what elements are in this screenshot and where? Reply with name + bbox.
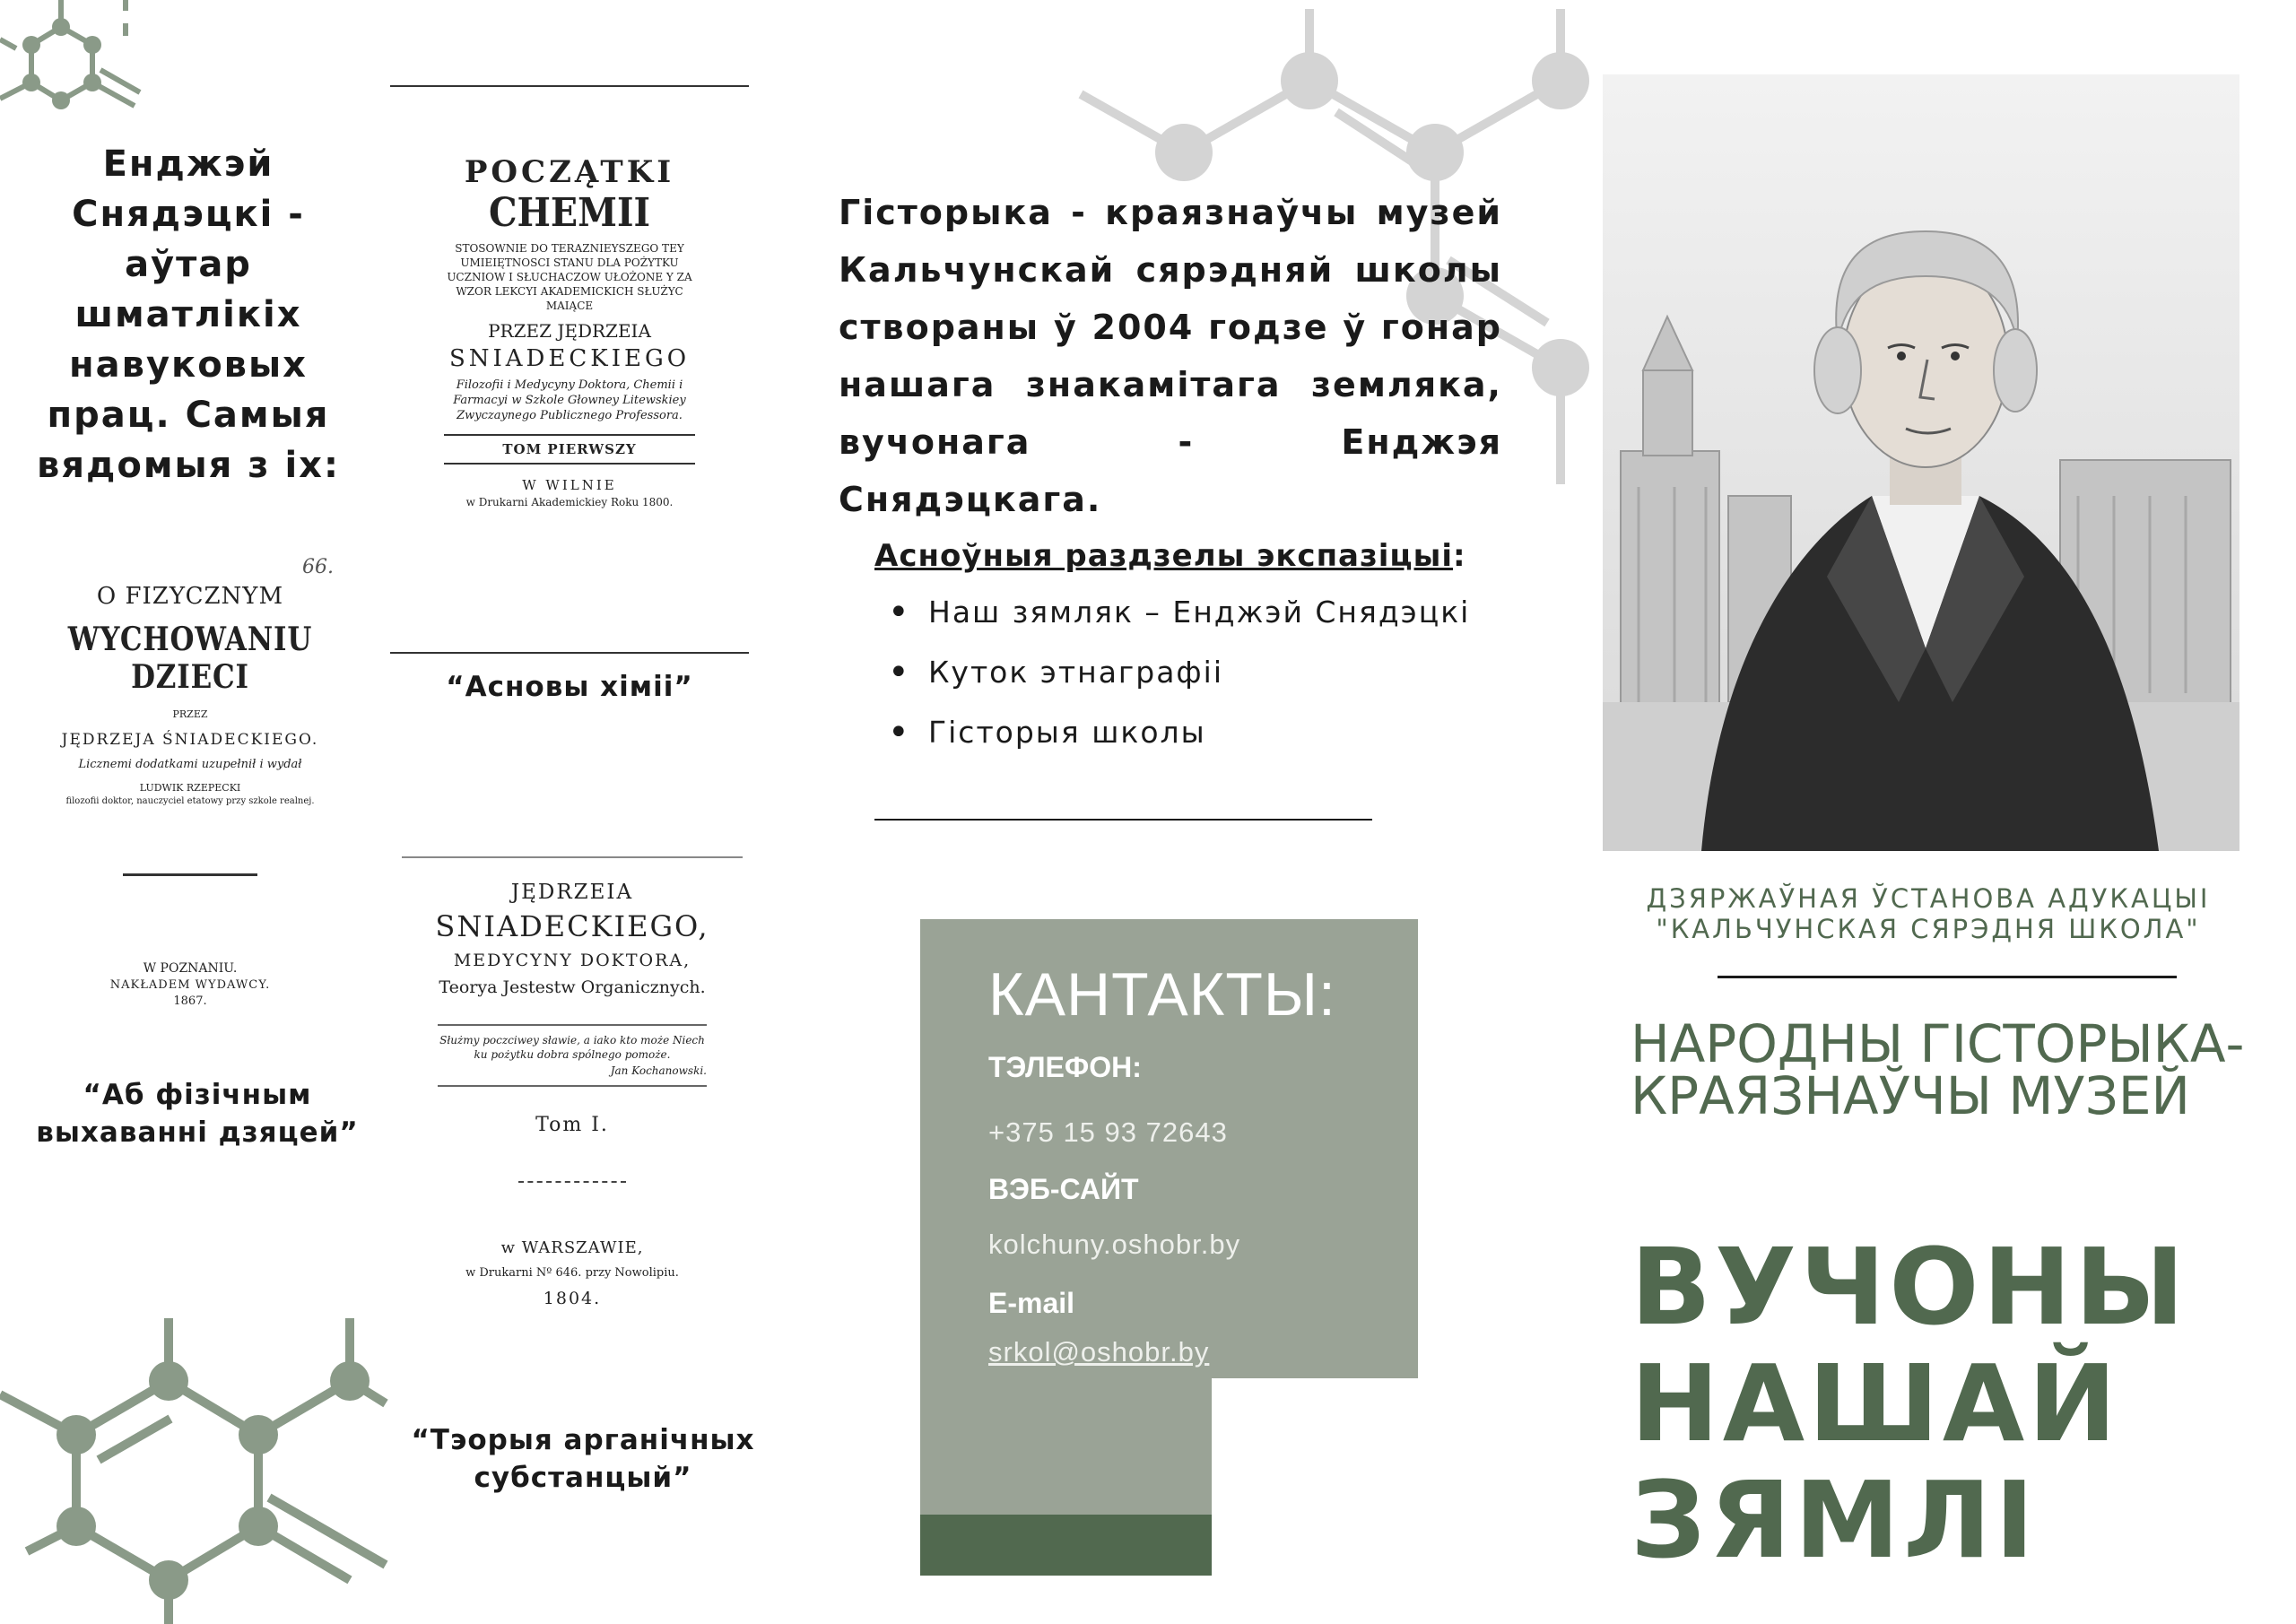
molecule-decoration-top-left	[0, 0, 152, 117]
sections-list	[888, 590, 1470, 770]
book1-line1: O FIZYCZNYM	[96, 583, 284, 610]
book1-line3: PRZEZ	[172, 708, 208, 720]
book1-editor: LUDWIK RZEPECKI	[139, 782, 241, 794]
book3-title: Teorya Jestestw Organicznych.	[439, 977, 706, 997]
contacts-panel-tail	[920, 1378, 1212, 1515]
divider-line-cover	[1718, 976, 2177, 978]
book-cover-teorya-jestestw	[402, 856, 743, 1392]
book3-rule	[438, 1024, 707, 1026]
book2-author: SNIADECKIEGO	[448, 345, 691, 372]
book1-publisher: NAKŁADEM WYDAWCY.	[109, 978, 271, 992]
book2-subtitle: STOSOWNIE DO TERAZNIEYSZEGO TEY UMIEIĘTNOSCI STANU DLA POŻYTKU UCZNIOW I SŁUCHACZOW UŁOŻONE Y ZA WZOR LEKCYI AKADEMICKICH SŁUŻYC MAIĄCE	[447, 242, 692, 312]
list-item: • Куток этнаграфіі	[888, 650, 1470, 710]
caption-book1: “Аб фізічным выхаванні дзяцей”	[36, 1079, 359, 1149]
intro-text: Енджэй Снядэцкі - аўтар шматлікіх навуковых прац. Самыя вядомыя з іх:	[37, 143, 340, 486]
divider-line	[874, 819, 1372, 821]
book2-volume: TOM PIERWSZY	[502, 441, 637, 457]
contacts-accent-bar	[920, 1515, 1212, 1576]
phone-label: ТЭЛЕФОН:	[988, 1051, 1142, 1083]
book3-year: 1804.	[543, 1289, 602, 1308]
book-cover-o-fizycznym-wychowaniu	[20, 547, 361, 1049]
museum-description: Гісторыка - краязнаўчы музей Кальчунскай сярэдняй школы створаны ў 2004 годзе ў гонар нашага знакамітага земляка, вучонага - Енджэя Снядэцкага.	[839, 193, 1502, 519]
book1-year: 1867.	[173, 994, 207, 1008]
book3-epigraph: Służmy poczciwey sławie, a iako kto może Niech ku pożytku dobra spólnego pomoże.	[439, 1034, 705, 1061]
email-label: E-mail	[988, 1287, 1075, 1319]
book1-author: JĘDRZEJA ŚNIADECKIEGO.	[61, 731, 319, 749]
sections-heading-colon: :	[1453, 538, 1466, 574]
list-item: • Наш зямляк – Енджэй Снядэцкі	[888, 590, 1470, 650]
email-link[interactable]: srkol@oshobr.by	[988, 1336, 1210, 1368]
organization-name	[1596, 883, 2260, 944]
sections-heading-text: Асноўныя раздзелы экспазіцыі	[874, 538, 1454, 574]
molecule-decoration-bottom-left	[0, 1291, 404, 1624]
portrait-jedrzej-sniadecki	[1603, 74, 2239, 851]
book2-city: W WILNIE	[522, 477, 617, 493]
book3-rule2	[438, 1085, 707, 1087]
book3-city: w WARSZAWIE,	[500, 1238, 644, 1257]
book3-volume: Tom I.	[535, 1114, 609, 1136]
caption-book3: “Тэорыя арганічных субстанцый”	[411, 1424, 755, 1494]
book1-city: W POZNANIU.	[143, 961, 238, 976]
book3-printer: w Drukarni Nº 646. przy Nowolipiu.	[465, 1266, 679, 1280]
page-title	[1631, 1225, 2258, 1582]
book1-line5: Licznemi dodatkami uzupełnił i wydał	[78, 758, 302, 771]
handwritten-note: 66.	[302, 556, 334, 578]
sections-heading	[874, 538, 1466, 574]
book2-line4: PRZEZ JĘDRZEIA	[488, 320, 651, 342]
title-line2: НАШАЙ	[1631, 1342, 2120, 1465]
phone-value[interactable]: +375 15 93 72643	[988, 1116, 1228, 1148]
book-cover-poczatki-chemii	[390, 85, 749, 654]
book3-divider	[518, 1181, 626, 1183]
book1-line7: filozofii doktor, nauczyciel etatowy przy szkole realnej.	[65, 796, 315, 806]
book2-title: CHEMII	[489, 190, 650, 236]
title-line3: ЗЯМЛІ	[1631, 1458, 2039, 1582]
book2-rule	[444, 434, 695, 436]
book3-author: SNIADECKIEGO,	[435, 909, 709, 943]
caption-book2: “Асновы хіміі”	[446, 671, 693, 703]
book2-line1: POCZĄTKI	[464, 154, 675, 190]
organization-line2: "КАЛЬЧУНСКАЯ СЯРЭДНЯ ШКОЛА"	[1656, 914, 2201, 944]
website-value[interactable]: kolchuny.oshobr.by	[988, 1229, 1241, 1260]
book2-author-titles: Filozofii i Medycyny Doktora, Chemii i Farmacyi w Szkole Głowney Litewskiey Zwyczaynego Publicznego Professora.	[453, 378, 686, 422]
book2-printer: w Drukarni Akademickiey Roku 1800.	[465, 496, 674, 508]
title-line1: ВУЧОНЫ	[1631, 1225, 2188, 1349]
book1-title: WYCHOWANIU DZIECI	[67, 621, 313, 696]
museum-subtitle: НАРОДНЫ ГІСТОРЫКА-КРАЯЗНАЎЧЫ МУЗЕЙ	[1631, 1013, 2245, 1126]
organization-line1: ДЗЯРЖАЎНАЯ ЎСТАНОВА АДУКАЦЫІ	[1646, 883, 2211, 914]
book3-epigraph-author: Jan Kochanowski.	[610, 1064, 707, 1077]
book3-line1: JĘDRZEIA	[510, 881, 634, 904]
list-item: • Гісторыя школы	[888, 710, 1470, 770]
book3-degree: MEDYCYNY DOKTORA,	[453, 951, 691, 970]
book2-rule2	[444, 463, 695, 465]
contacts-title: КАНТАКТЫ:	[988, 960, 1336, 1029]
book1-ornament	[123, 873, 257, 876]
website-label: ВЭБ-САЙТ	[988, 1173, 1139, 1205]
